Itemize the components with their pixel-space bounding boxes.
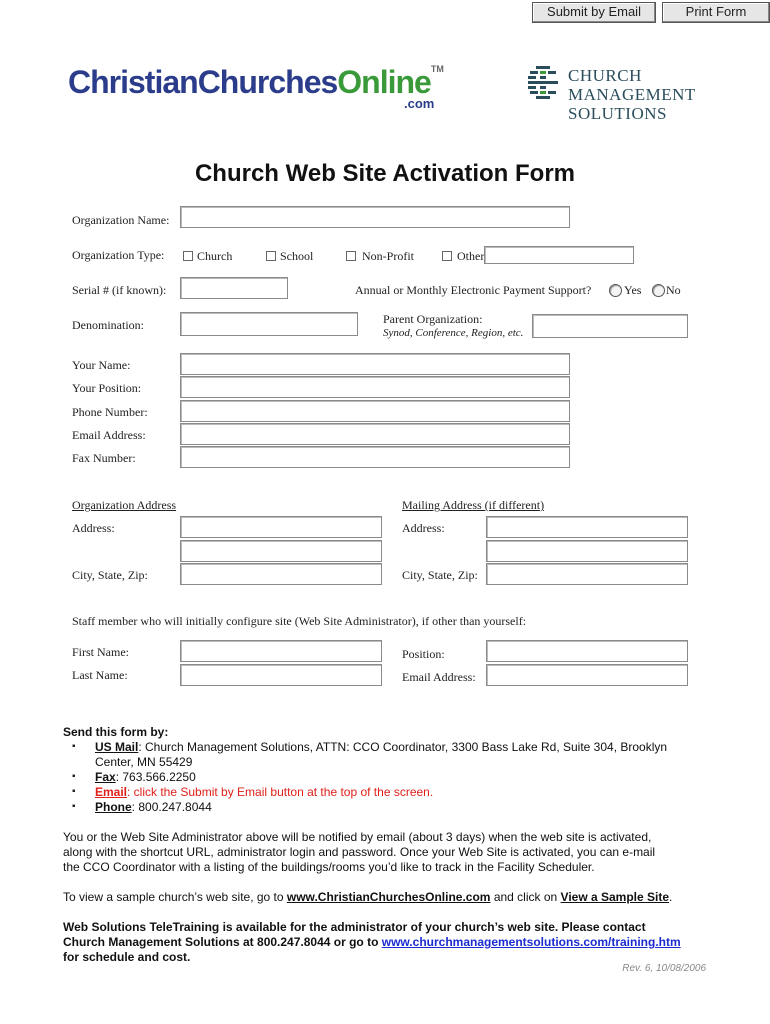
last-name-label: Last Name: — [72, 668, 128, 682]
send-email-item — [95, 785, 433, 800]
org-address-line2-field[interactable] — [180, 540, 382, 562]
first-name-field[interactable] — [180, 640, 382, 662]
org-address-label: Address: — [72, 521, 115, 535]
send-phone-label: Phone — [95, 800, 132, 814]
training-line2-prefix: Church Management Solutions at 800.247.8044 or go to — [63, 935, 382, 949]
mailing-address-line1-field[interactable] — [486, 516, 688, 538]
send-phone-item — [95, 800, 212, 815]
position-label: Position: — [402, 647, 445, 661]
print-form-button[interactable]: Print Form — [662, 2, 770, 23]
org-address-heading: Organization Address — [72, 498, 177, 512]
admin-email-field[interactable] — [486, 664, 688, 686]
org-city-label: City, State, Zip: — [72, 568, 148, 582]
org-address-line1-field[interactable] — [180, 516, 382, 538]
view-sample-site-link[interactable]: View a Sample Site — [560, 890, 670, 904]
cco-logo-online: Online — [337, 64, 431, 100]
org-city-field[interactable] — [180, 563, 382, 585]
your-position-label: Your Position: — [72, 381, 142, 395]
send-heading: Send this form by: — [63, 725, 169, 739]
send-mail-label: US Mail — [95, 740, 139, 754]
training-line3: for schedule and cost. — [63, 950, 191, 964]
sample-url-link[interactable]: www.ChristianChurchesOnline.com — [286, 890, 491, 904]
parent-org-hint: Synod, Conference, Region, etc. — [383, 327, 524, 339]
bullet-icon: ▪ — [72, 801, 76, 812]
mailing-city-field[interactable] — [486, 563, 688, 585]
payment-label: Annual or Monthly Electronic Payment Support? — [355, 283, 592, 297]
cms-logo-line3: SOLUTIONS — [568, 104, 667, 123]
form-title: Church Web Site Activation Form — [194, 160, 576, 187]
phone-label: Phone Number: — [72, 405, 148, 419]
your-name-label: Your Name: — [72, 358, 131, 372]
send-mail-text-2: Center, MN 55429 — [95, 755, 193, 769]
fax-label: Fax Number: — [72, 451, 136, 465]
payment-no-label: No — [666, 283, 681, 297]
serial-label: Serial # (if known): — [72, 283, 167, 297]
nonprofit-checkbox[interactable] — [346, 251, 356, 261]
org-name-field[interactable] — [180, 206, 570, 228]
send-fax-item — [95, 770, 196, 785]
other-label: Other — [457, 249, 485, 263]
church-checkbox[interactable] — [183, 251, 193, 261]
first-name-label: First Name: — [72, 645, 129, 659]
email-label: Email Address: — [72, 428, 146, 442]
send-mail-text: : Church Management Solutions, ATTN: CCO Coordinator, 3300 Bass Lake Rd, Suite 304, Brooklyn — [138, 740, 668, 754]
position-field[interactable] — [486, 640, 688, 662]
payment-yes-label: Yes — [624, 283, 642, 297]
phone-field[interactable] — [180, 400, 570, 422]
serial-field[interactable] — [180, 277, 288, 299]
email-field[interactable] — [180, 423, 570, 445]
mailing-address-heading: Mailing Address (if different) — [402, 498, 545, 512]
mailing-address-line2-field[interactable] — [486, 540, 688, 562]
send-phone-text: : 800.247.8044 — [131, 800, 212, 814]
send-fax-label: Fax — [95, 770, 116, 784]
send-mail-item — [95, 740, 667, 755]
training-url-link[interactable]: www.churchmanagementsolutions.com/training.htm — [381, 935, 681, 949]
admin-email-label: Email Address: — [402, 670, 476, 684]
sample-prefix: To view a sample church’s web site, go to — [63, 890, 287, 904]
training-line1: Web Solutions TeleTraining is available for the administrator of your church’s web site. Please contact — [63, 920, 646, 934]
cms-logo-text — [568, 66, 696, 123]
school-label: School — [280, 249, 314, 263]
staff-note: Staff member who will initially configure site (Web Site Administrator), if other than yourself: — [72, 614, 527, 628]
bullet-icon: ▪ — [72, 786, 76, 797]
mailing-city-label: City, State, Zip: — [402, 568, 478, 582]
your-position-field[interactable] — [180, 376, 570, 398]
submit-by-email-button[interactable]: Submit by Email — [532, 2, 656, 23]
send-email-text: : click the Submit by Email button at the top of the screen. — [127, 785, 434, 799]
org-name-label: Organization Name: — [72, 213, 170, 227]
org-type-label: Organization Type: — [72, 248, 165, 262]
mailing-address-label: Address: — [402, 521, 445, 535]
payment-yes-radio[interactable] — [609, 284, 622, 297]
send-fax-text: : 763.566.2250 — [115, 770, 196, 784]
cco-logo-main: ChristianChurches — [68, 64, 338, 100]
revision-note: Rev. 6, 10/08/2006 — [622, 963, 706, 974]
other-checkbox[interactable] — [442, 251, 452, 261]
notice-line1: You or the Web Site Administrator above will be notified by email (about 3 days) when the web site is activated, — [63, 830, 652, 844]
sample-suffix: . — [669, 890, 673, 904]
church-label: Church — [197, 249, 233, 263]
cms-logo-line1: CHURCH — [568, 66, 642, 85]
notice-line2: along with the shortcut URL, administrator login and password. Once your Web Site is activated, you can e-mail — [63, 845, 656, 859]
training-line2 — [63, 935, 681, 950]
cco-logo-tm: TM — [430, 64, 444, 74]
nonprofit-label: Non-Profit — [362, 249, 414, 263]
denomination-label: Denomination: — [72, 318, 144, 332]
your-name-field[interactable] — [180, 353, 570, 375]
send-email-label: Email — [95, 785, 128, 799]
last-name-field[interactable] — [180, 664, 382, 686]
bullet-icon: ▪ — [72, 771, 76, 782]
cco-logo-com: .com — [404, 96, 435, 111]
denomination-field[interactable] — [180, 312, 358, 336]
school-checkbox[interactable] — [266, 251, 276, 261]
sample-line — [63, 890, 672, 905]
parent-org-field[interactable] — [532, 314, 688, 338]
cms-logo-icon — [526, 64, 562, 102]
bullet-icon: ▪ — [72, 741, 76, 752]
cms-logo-line2: MANAGEMENT — [568, 85, 696, 104]
notice-line3: the CCO Coordinator with a listing of the buildings/rooms you’d like to track in the Facility Scheduler. — [63, 860, 595, 874]
cco-logo — [68, 64, 444, 101]
other-type-field[interactable] — [484, 246, 634, 264]
payment-no-radio[interactable] — [652, 284, 665, 297]
parent-org-label: Parent Organization: — [383, 312, 483, 326]
sample-middle: and click on — [490, 890, 561, 904]
fax-field[interactable] — [180, 446, 570, 468]
